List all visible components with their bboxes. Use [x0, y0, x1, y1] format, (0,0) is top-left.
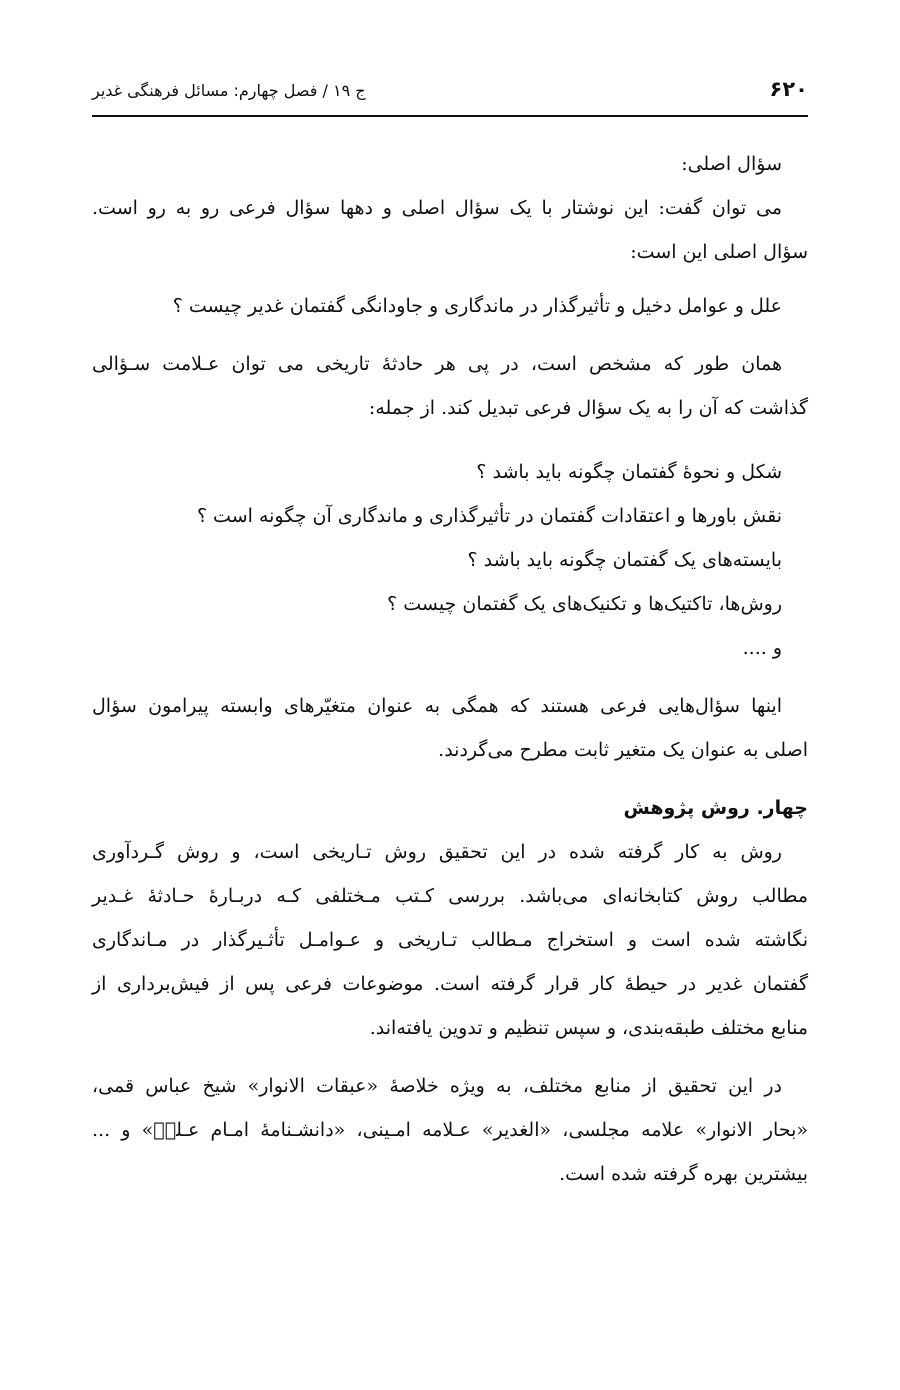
running-title: ج ۱۹ / فصل چهارم: مسائل فرهنگی غدیر: [92, 81, 366, 100]
paragraph-line: بیشترین بهره گرفته شده است.: [559, 1163, 808, 1185]
paragraph-line: «بحار الانوار» علامه مجلسی، «الغدیر» عـلامه امـینی، «دانشـنامهٔ امـام عـلیؑ» و ...: [92, 1119, 808, 1141]
paragraph-line: در این تحقیق از منابع مختلف، به ویژه خلاصهٔ «عبقات الانوار» شیخ عباس قمی،: [92, 1075, 782, 1097]
sub-question-item: بایسته‌های یک گفتمان چگونه باید باشد ؟: [467, 549, 782, 571]
intro-line: سؤال اصلی این است:: [630, 241, 808, 263]
page-header: [92, 75, 808, 117]
paragraph-line: مطالب روش کتابخانه‌ای می‌باشد. بررسی کـتب مـختلفی کـه دربـارهٔ حـادثهٔ غـدیر: [92, 885, 808, 907]
page-body: [92, 142, 808, 1196]
sub-question-item: شکل و نحوهٔ گفتمان چگونه باید باشد ؟: [476, 461, 782, 483]
paragraph-line: اصلی به عنوان یک متغیر ثابت مطرح می‌گردند.: [438, 739, 808, 761]
sub-question-item: و ....: [742, 637, 782, 659]
paragraph-line: روش به کار گرفته شده در این تحقیق روش تـاریخی است، و روش گـردآوری: [92, 841, 782, 863]
paragraph-line: اینها سؤال‌هایی فرعی هستند که همگی به عنوان متغیّرهای وابسته پیرامون سؤال: [92, 695, 782, 717]
paragraph-line: گذاشت که آن را به یک سؤال فرعی تبدیل کند. از جمله:: [368, 397, 808, 419]
book-page: [92, 60, 808, 1360]
intro-line: می توان گفت: این نوشتار با یک سؤال اصلی و دهها سؤال فرعی رو به رو است.: [92, 197, 782, 219]
page-number: ۶۲۰: [769, 77, 808, 101]
main-question: علل و عوامل دخیل و تأثیرگذار در ماندگاری و جاودانگی گفتمان غدیر چیست ؟: [172, 295, 782, 317]
section-heading: چهار. روش پژوهش: [623, 797, 808, 819]
paragraph-line: منابع مختلف طبقه‌بندی، و سپس تنظیم و تدوین یافته‌اند.: [369, 1017, 808, 1039]
paragraph-line: همان طور که مشخص است، در پی هر حادثهٔ تاریخی می توان عـلامت سـؤالی: [92, 353, 782, 375]
paragraph-line: نگاشته شده است و استخراج مـطالب تـاریخی و عـوامـل تأثـیرگذار در مـاندگاری: [92, 929, 808, 951]
intro-label: سؤال اصلی:: [681, 153, 782, 175]
sub-question-item: نقش باورها و اعتقادات گفتمان در تأثیرگذاری و ماندگاری آن چگونه است ؟: [196, 505, 782, 527]
paragraph-line: گفتمان غدیر در حیطهٔ کار قرار گرفته است. موضوعات فرعی پس از فیش‌برداری از: [92, 973, 808, 995]
sub-question-item: روش‌ها، تاکتیک‌ها و تکنیک‌های یک گفتمان چیست ؟: [387, 593, 782, 615]
